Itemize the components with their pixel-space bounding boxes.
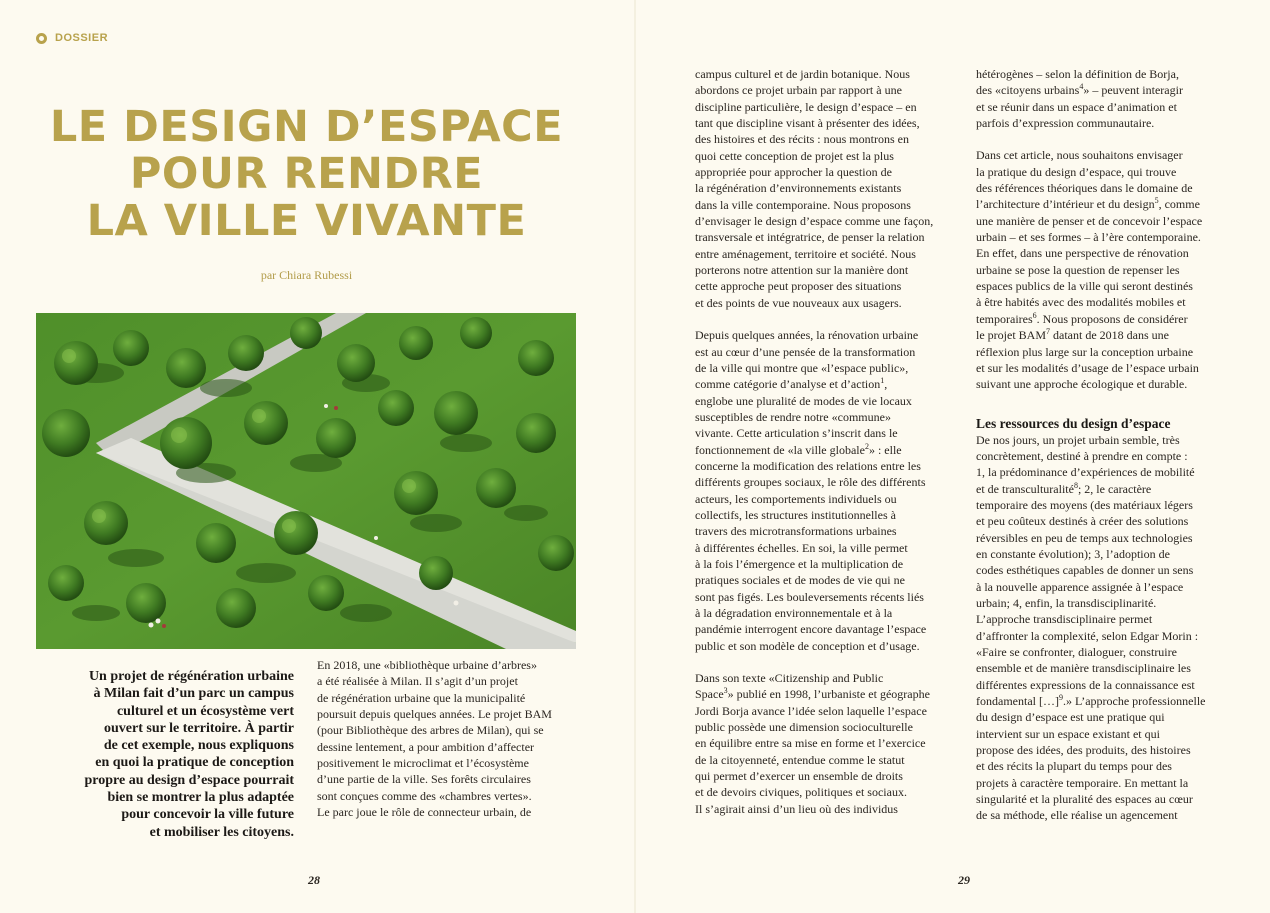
body-line: du design d’espace est une pratique qui	[976, 710, 1165, 725]
body-line: différents groupes sociaux, le rôle des différents	[695, 475, 926, 490]
body-text: datant de 2018 dans une	[1050, 328, 1169, 343]
body-column-left	[317, 657, 569, 820]
body-line: En effet, dans une perspective de rénovation	[976, 246, 1189, 261]
body-line: dans la ville contemporaine. Nous proposons	[695, 197, 911, 212]
body-line	[976, 327, 1231, 343]
body-line: d’envisager le design d’espace comme une façon,	[695, 214, 934, 229]
body-line: et se réunir dans un espace d’animation et	[976, 99, 1177, 114]
body-line: la régénération d’environnements existants	[695, 181, 902, 196]
body-line: à la fois l’émergence et la multiplication de	[695, 556, 904, 571]
body-line: collectifs, les structures institutionnelles à	[695, 507, 896, 522]
body-line: vivante. Cette articulation s’inscrit dans le	[695, 426, 898, 441]
body-line: (pour Bibliothèque des arbres de Milan), qui se	[317, 723, 544, 738]
body-text: .» L’approche professionnelle	[1062, 694, 1206, 709]
section-label: DOSSIER	[55, 32, 109, 44]
body-line	[695, 376, 947, 392]
body-line: sont conçues comme des «chambres vertes».	[317, 788, 532, 803]
body-line: appropriée pour approcher la question de	[695, 165, 892, 180]
body-text: ; 2, le caractère	[1077, 481, 1152, 496]
body-line: positivement le microclimat et l’écosystème	[317, 756, 529, 771]
body-line: et sur les modalités d’usage de l’espace urbain	[976, 360, 1199, 375]
intro-line: et mobiliser les citoyens.	[149, 824, 294, 840]
body-line: d’affronter la complexité, selon Edgar Morin :	[976, 628, 1199, 643]
body-text: temporaires	[976, 311, 1033, 326]
body-line	[976, 196, 1231, 212]
footnote-ref: 4	[1079, 82, 1084, 92]
author-byline: par Chiara Rubessi	[260, 268, 353, 282]
body-line: entre aménagement, territoire et société. Nous	[695, 246, 916, 261]
body-line: de régénération urbaine que la municipalité	[317, 690, 526, 705]
body-text: » publié en 1998, l’urbaniste et géographe	[727, 687, 930, 702]
intro-line: de cet exemple, nous expliquons	[103, 738, 294, 754]
body-line: est au cœur d’une pensée de la transformation	[695, 344, 916, 359]
body-line: quoi cette conception de projet est la plus	[695, 148, 894, 163]
body-line: propose des idées, des produits, des histoires	[976, 743, 1191, 758]
body-line: en constante évolution); 3, l’adoption de	[976, 546, 1170, 561]
body-line: projets à caractère temporaire. En mettant la	[976, 775, 1189, 790]
footnote-ref: 8	[1073, 480, 1078, 490]
body-column-middle	[695, 66, 947, 817]
body-line: des histoires et des récits : nous montrons en	[695, 132, 909, 147]
body-line: intervient sur un espace existant et qui	[976, 726, 1160, 741]
body-line: tant que discipline visant à présenter des idées,	[695, 116, 920, 131]
body-line: campus culturel et de jardin botanique. Nous	[695, 67, 910, 81]
footnote-ref: 2	[864, 441, 869, 451]
body-line: codes esthétiques capables de donner un sens	[976, 563, 1194, 578]
body-line: sont pas figés. Les bouleversements récents liés	[695, 589, 924, 604]
body-line: différentes expressions de la connaissance est	[976, 677, 1195, 692]
body-line: et des récits la plupart du temps pour des	[976, 759, 1172, 774]
body-line: concerne la modification des relations entre les	[695, 458, 921, 473]
body-line: à différentes échelles. En soi, la ville permet	[695, 540, 908, 555]
body-text: » : elle	[868, 442, 902, 457]
body-line: de sa méthode, elle réalise un agencement	[976, 808, 1178, 823]
title-line: LE DESIGN D’ESPACE	[49, 102, 564, 152]
circle-bullet-icon	[36, 33, 47, 44]
body-line: réversibles en peu de temps aux technologies	[976, 530, 1193, 545]
body-line: susceptibles de rendre notre «commune»	[695, 409, 891, 424]
body-line: parfois d’expression communautaire.	[976, 116, 1155, 131]
body-line: des références théoriques dans le domaine de	[976, 181, 1193, 196]
body-line: urbaine se pose la question de repenser les	[976, 262, 1180, 277]
footnote-ref: 3	[723, 686, 728, 696]
body-line	[976, 311, 1231, 327]
body-line	[976, 82, 1231, 98]
body-line: porterons notre attention sur la manière dont	[695, 263, 909, 278]
body-line: «Faire se confronter, dialoguer, construire	[976, 645, 1177, 659]
body-line: Jordi Borja avance l’idée selon laquelle l’espace	[695, 703, 927, 718]
body-line: de la ville qui montre que «l’espace public»,	[695, 360, 909, 375]
park-photo-illustration	[36, 313, 576, 649]
intro-line: propre au design d’espace pourrait	[84, 772, 294, 788]
article-title	[34, 104, 579, 245]
body-line	[976, 693, 1231, 709]
footnote-ref: 7	[1046, 327, 1050, 337]
body-column-right	[976, 66, 1231, 824]
intro-line: culturel et un écosystème vert	[116, 703, 294, 719]
right-page	[635, 0, 1270, 913]
body-line	[695, 442, 947, 458]
page-number-right: 29	[958, 873, 970, 887]
body-text: . Nous proposons de considérer	[1036, 311, 1188, 326]
body-line: à la nouvelle apparence assignée à l’espace	[976, 579, 1184, 594]
body-line: Depuis quelques années, la rénovation urbaine	[695, 328, 919, 343]
body-text: Space	[695, 687, 724, 702]
body-line: travers des microtransformations urbaines	[695, 524, 897, 539]
body-line: poursuit depuis quelques années. Le projet BAM	[317, 707, 552, 722]
body-text: et de transculturalité	[976, 481, 1074, 496]
body-line: urbain – et ses formes – à l’ère contemporaine.	[976, 230, 1201, 245]
body-line: en équilibre entre sa mise en forme et l’exercice	[695, 736, 926, 751]
body-line: qui permet d’exercer un ensemble de droits	[695, 769, 903, 784]
footnote-ref: 1	[880, 376, 885, 386]
title-line: POUR RENDRE	[129, 149, 484, 199]
body-line: abordons ce projet urbain par rapport à une	[695, 83, 902, 98]
body-line: De nos jours, un projet urbain semble, très	[976, 432, 1180, 447]
body-line: d’une partie de la ville. Ses forêts circulaires	[317, 772, 531, 787]
body-text: l’architecture d’intérieur et du design	[976, 197, 1155, 212]
body-text: comme catégorie d’analyse et d’action	[695, 377, 881, 392]
body-line: a été réalisée à Milan. Il s’agit d’un projet	[317, 674, 518, 689]
body-line: espaces publics de la ville qui seront destinés	[976, 279, 1193, 294]
body-line: pandémie interrogent encore davantage l’espace	[695, 622, 927, 637]
footnote-ref: 6	[1032, 310, 1037, 320]
body-line: concrètement, destiné à prendre en compte :	[976, 448, 1188, 463]
body-line: En 2018, une «bibliothèque urbaine d’arbres»	[317, 658, 537, 672]
intro-line: en quoi la pratique de conception	[95, 755, 294, 771]
body-line: et de devoirs civiques, politiques et sociaux.	[695, 785, 907, 800]
body-text: fonctionnement de «la ville globale	[695, 442, 865, 457]
body-line: discipline particulière, le design d’espace – en	[695, 99, 917, 114]
body-line: suivant une approche écologique et durable.	[976, 377, 1188, 392]
body-line: une manière de penser et de concevoir l’espace	[976, 213, 1203, 228]
body-line: à être habités avec des modalités mobiles et	[976, 295, 1186, 310]
body-text: ,	[884, 377, 888, 392]
body-line: hétérogènes – selon la définition de Borja,	[976, 67, 1179, 81]
body-line	[695, 686, 947, 702]
intro-line: bien se montrer la plus adaptée	[107, 790, 294, 806]
title-line: LA VILLE VIVANTE	[86, 196, 527, 246]
body-line	[976, 481, 1231, 497]
intro-line: ouvert sur le territoire. À partir	[104, 720, 294, 736]
park-aerial-photo	[36, 313, 576, 649]
body-text: des «citoyens urbains	[976, 83, 1080, 98]
body-text: , comme	[1158, 197, 1200, 212]
footnote-ref: 5	[1154, 196, 1159, 206]
body-line: cette approche peut proposer des situations	[695, 279, 902, 294]
body-line: de la citoyenneté, entendue comme le statut	[695, 752, 905, 767]
body-line: dessine lentement, a pour ambition d’affecter	[317, 739, 535, 754]
body-line: Le parc joue le rôle de connecteur urbain, de	[317, 805, 532, 820]
body-line: L’approche transdisciplinaire permet	[976, 612, 1153, 627]
body-line: englobe une pluralité de modes de vie locaux	[695, 393, 912, 408]
page-number-left: 28	[308, 873, 320, 887]
body-line: Dans son texte «Citizenship and Public	[695, 671, 884, 686]
intro-line: Un projet de régénération urbaine	[88, 669, 294, 684]
body-line: et peu coûteux destinés à créer des solutions	[976, 514, 1189, 529]
body-text: » – peuvent interagir	[1083, 83, 1183, 98]
body-line: ensemble et de manière transdisciplinaire les	[976, 661, 1191, 676]
body-line: et des points de vue nouveaux aux usagers.	[695, 295, 902, 310]
intro-line: à Milan fait d’un parc un campus	[93, 686, 294, 702]
body-text: le projet BAM	[976, 328, 1046, 343]
body-line: Il s’agirait ainsi d’un lieu où des individus	[695, 801, 898, 816]
body-line: acteurs, les comportements individuels ou	[695, 491, 897, 506]
body-line: temporaire des moyens (des matériaux légers	[976, 497, 1193, 512]
body-line: transversale et intégratrice, de penser la relation	[695, 230, 925, 245]
section-heading: Les ressources du design d’espace	[976, 415, 1171, 431]
footnote-ref: 9	[1058, 693, 1063, 703]
body-text: fondamental […]	[976, 694, 1059, 709]
body-line: pratiques sociales et de modes de vie qui ne	[695, 573, 905, 588]
body-line: singularité et la pluralité des espaces au cœur	[976, 792, 1193, 807]
section-tag	[36, 32, 108, 44]
article-intro	[40, 668, 294, 841]
body-line: 1, la prédominance d’expériences de mobilité	[976, 465, 1195, 480]
body-line: Dans cet article, nous souhaitons envisager	[976, 148, 1183, 163]
body-line: public possède une dimension socioculturelle	[695, 720, 913, 735]
intro-line: pour concevoir la ville future	[121, 807, 294, 823]
body-line: public et son modèle de conception et d’usage.	[695, 638, 920, 653]
body-line: réflexion plus large sur la conception urbaine	[976, 344, 1194, 359]
body-line: urbain; 4, enfin, la transdisciplinarité.	[976, 595, 1157, 610]
body-line: à la dégradation environnementale et à la	[695, 606, 893, 620]
body-line: la pratique du design d’espace, qui trouve	[976, 164, 1177, 179]
